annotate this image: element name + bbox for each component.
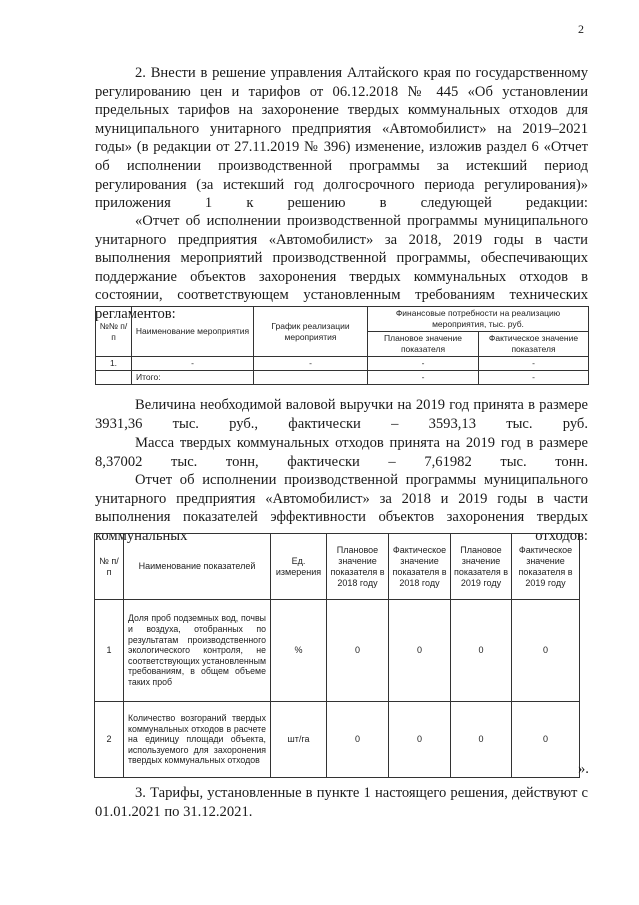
table-row bbox=[95, 702, 580, 778]
t1-row-planned: - bbox=[368, 357, 479, 371]
table-total-row bbox=[96, 371, 589, 385]
t1-header-finance: Финансовые потребности на реализацию мероприятия, тыс. руб. bbox=[368, 307, 589, 332]
t2-header-plan-2019: Плановое значение показателя в 2019 году bbox=[451, 534, 512, 600]
t2-header-unit: Ед. измерения bbox=[271, 534, 327, 600]
t2-row2-fact-2018: 0 bbox=[389, 702, 451, 778]
closing-quote: ». bbox=[578, 761, 589, 777]
t1-header-planned: Плановое значение показателя bbox=[368, 332, 479, 357]
t1-total-label: Итого: bbox=[132, 371, 254, 385]
measures-table bbox=[95, 306, 589, 385]
t2-row2-num: 2 bbox=[95, 702, 124, 778]
t2-row1-fact-2019: 0 bbox=[512, 600, 580, 702]
t1-total-planned: - bbox=[368, 371, 479, 385]
t1-row-schedule: - bbox=[254, 357, 368, 371]
table-row bbox=[96, 357, 589, 371]
t1-header-schedule: График реализации мероприятия bbox=[254, 307, 368, 357]
table-row bbox=[95, 600, 580, 702]
page-number: 2 bbox=[578, 22, 584, 36]
t1-row-num: 1. bbox=[96, 357, 132, 371]
t1-row-actual: - bbox=[479, 357, 589, 371]
t2-row1-plan-2019: 0 bbox=[451, 600, 512, 702]
t2-row1-plan-2018: 0 bbox=[327, 600, 389, 702]
t1-header-name: Наименование мероприятия bbox=[132, 307, 254, 357]
t2-header-fact-2018: Фактическое значение показателя в 2018 году bbox=[389, 534, 451, 600]
t1-header-num: №№ п/п bbox=[96, 307, 132, 357]
paragraph-report-measures: «Отчет об исполнении производственной программы муниципального унитарного предприятия «Автомобилист» за 2018, 2019 годы в части выполнения мероприятий производственной программы, обеспечивающих поддержание объектов захоронения твердых коммунальных отходов в состоянии, соответствующем установленным требованиям технических регламентов: bbox=[95, 213, 588, 322]
t2-row2-fact-2019: 0 bbox=[512, 702, 580, 778]
t2-row1-unit: % bbox=[271, 600, 327, 702]
t2-row1-name: Доля проб подземных вод, почвы и воздуха, отобранных по результатам производственного экологического контроля, не соответствующих установленным требованиям, в общем объеме таких проб bbox=[124, 600, 271, 702]
t2-row1-num: 1 bbox=[95, 600, 124, 702]
t1-row-name: - bbox=[132, 357, 254, 371]
paragraph-revenue: Величина необходимой валовой выручки на 2019 год принята в размере 3931,36 тыс. руб., фактически – 3593,13 тыс. руб. bbox=[95, 397, 588, 432]
paragraph-tariff-validity: 3. Тарифы, установленные в пункте 1 настоящего решения, действуют с 01.01.2021 по 31.12.2021. bbox=[95, 785, 588, 820]
t1-total-actual: - bbox=[479, 371, 589, 385]
paragraph-amendment: 2. Внести в решение управления Алтайского края по государственному регулированию цен и тарифов от 06.12.2018 № 445 «Об установлении предельных тарифов на захоронение твердых коммунальных отходов для муниципального унитарного предприятия «Автомобилист» на 2019–2021 годы» (в редакции от 27.11.2019 № 396) изменение, изложив раздел 6 «Отчет об исполнении производственной программы за истекший период регулирования (за истекший год долгосрочного периода регулирования)» приложения 1 к решению в следующей редакции: bbox=[95, 65, 588, 212]
t2-row2-unit: шт/га bbox=[271, 702, 327, 778]
t2-row2-plan-2019: 0 bbox=[451, 702, 512, 778]
paragraph-waste-mass: Масса твердых коммунальных отходов принята на 2019 год в размере 8,37002 тыс. тонн, фактически – 7,61982 тыс. тонн. bbox=[95, 435, 588, 470]
t2-row2-plan-2018: 0 bbox=[327, 702, 389, 778]
t2-header-fact-2019: Фактическое значение показателя в 2019 году bbox=[512, 534, 580, 600]
t2-row2-name: Количество возгораний твердых коммунальных отходов в расчете на единицу площади объекта, используемого для захоронения твердых коммунальных отходов bbox=[124, 702, 271, 778]
t2-header-num: № п/п bbox=[95, 534, 124, 600]
t2-header-name: Наименование показателей bbox=[124, 534, 271, 600]
indicators-table bbox=[94, 533, 580, 778]
t2-row1-fact-2018: 0 bbox=[389, 600, 451, 702]
paragraph-report-indicators: Отчет об исполнении производственной программы муниципального унитарного предприятия «Автомобилист» за 2018 и 2019 годы в части выполнения показателей эффективности объектов захоронения твердых коммунальных отходов: bbox=[95, 472, 588, 544]
t2-header-plan-2018: Плановое значение показателя в 2018 году bbox=[327, 534, 389, 600]
t1-header-actual: Фактическое значение показателя bbox=[479, 332, 589, 357]
